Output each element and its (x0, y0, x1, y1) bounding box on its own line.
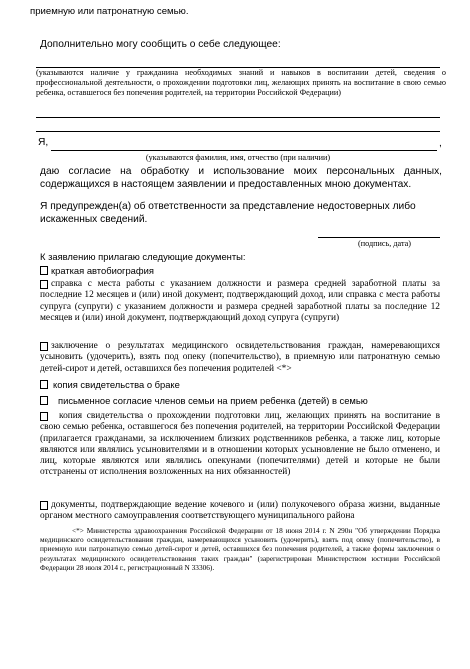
signature-line (318, 237, 440, 238)
blank-line-1 (36, 117, 440, 118)
attachment-item-5: письменное согласие членов семьи на прием ребенка (детей) в семью (58, 395, 368, 406)
warning-text: Я предупрежден(а) об ответственности за представление недостоверных либо искаженных сведений. (40, 201, 416, 225)
fio-line (51, 150, 437, 151)
additional-info-label: Дополнительно могу сообщить о себе следующее: (40, 39, 281, 50)
attachments-intro: К заявлению прилагаю следующие документы: (40, 251, 246, 262)
top-line-text: приемную или патронатную семью. (30, 6, 189, 17)
attachment-item-6: копия свидетельства о прохождении подготовки лиц, желающих принять на воспитание в свою семью ребенка, оставшегося без попечения родителей, на территории Российской Федерации (прилагается гражданами, за исключением близких родственников ребенка, а также лиц, которые являются или являлись усыновителями и в отношении которых усыновление не было отменено, и лиц, которые являются или являлись опекунами (попечителями) детей и которые не были отстранены от исполнения возложенных на них обязанностей) (40, 411, 440, 478)
attachment-item-2: справка с места работы с указанием должности и размера средней заработной платы за последние 12 месяцев и (или) иной документ, подтверждающий доход, или справка с места работы супруга (супруги) с указанием должности и размера средней заработной платы за последние 12 месяцев и (или) иной документ, подтверждающий доход супруга (супруги) (40, 279, 440, 323)
attachment-item-3: заключение о результатах медицинского освидетельствования граждан, намеревающихся усыновить (удочерить), взять под опеку (попечительство), в приемную или патронатную семью детей-сирот и детей, оставшихся без попечения родителей <*> (40, 341, 440, 374)
attachment-checkbox-1[interactable] (40, 266, 48, 275)
consent-text: даю согласие на обработку и использование моих персональных данных, содержащихся в настоящем заявлении и предоставленных мною документах. (40, 166, 442, 190)
blank-line-2 (36, 131, 440, 132)
fio-note: (указываются фамилия, имя, отчество (при наличии) (145, 153, 331, 162)
attachment-checkbox-4[interactable] (40, 380, 48, 389)
additional-info-note: (указываются наличие у гражданина необходимых знаний и навыков в воспитании детей, сведения о профессиональной деятельности, о прохождении подготовки лиц, желающих принять на воспитание в свою семью ребенка, оставшегося без попечения родителей, на территории Российской Федерации) (36, 68, 446, 97)
attachment-item-4: копия свидетельства о браке (53, 379, 180, 390)
footnote-text: <*> Министерства здравоохранения Российской Федерации от 18 июня 2014 г. N 290н "Об утверждении Порядка медицинского освидетельствования граждан, намеревающихся усыновить (удочерить), взять под опеку (попечительство), в приемную или патронатную семью детей-сирот и детей, оставшихся без попечения родителей, а также формы заключения о результатах медицинского освидетельствования таких граждан" (зарегистрирован Министерством юстиции Российской Федерации 28 июля 2014 г., регистрационный N 33306). (40, 526, 440, 572)
attachment-item-7: документы, подтверждающие ведение кочевого и (или) полукочевого образа жизни, выданные органом местного самоуправления соответствующего муниципального района (40, 500, 440, 522)
attachment-checkbox-5[interactable] (40, 396, 48, 405)
fio-comma: , (439, 138, 442, 149)
signature-note: (подпись, дата) (358, 239, 411, 248)
ya-label: Я, (38, 137, 49, 148)
attachment-item-1: краткая автобиография (51, 265, 154, 276)
